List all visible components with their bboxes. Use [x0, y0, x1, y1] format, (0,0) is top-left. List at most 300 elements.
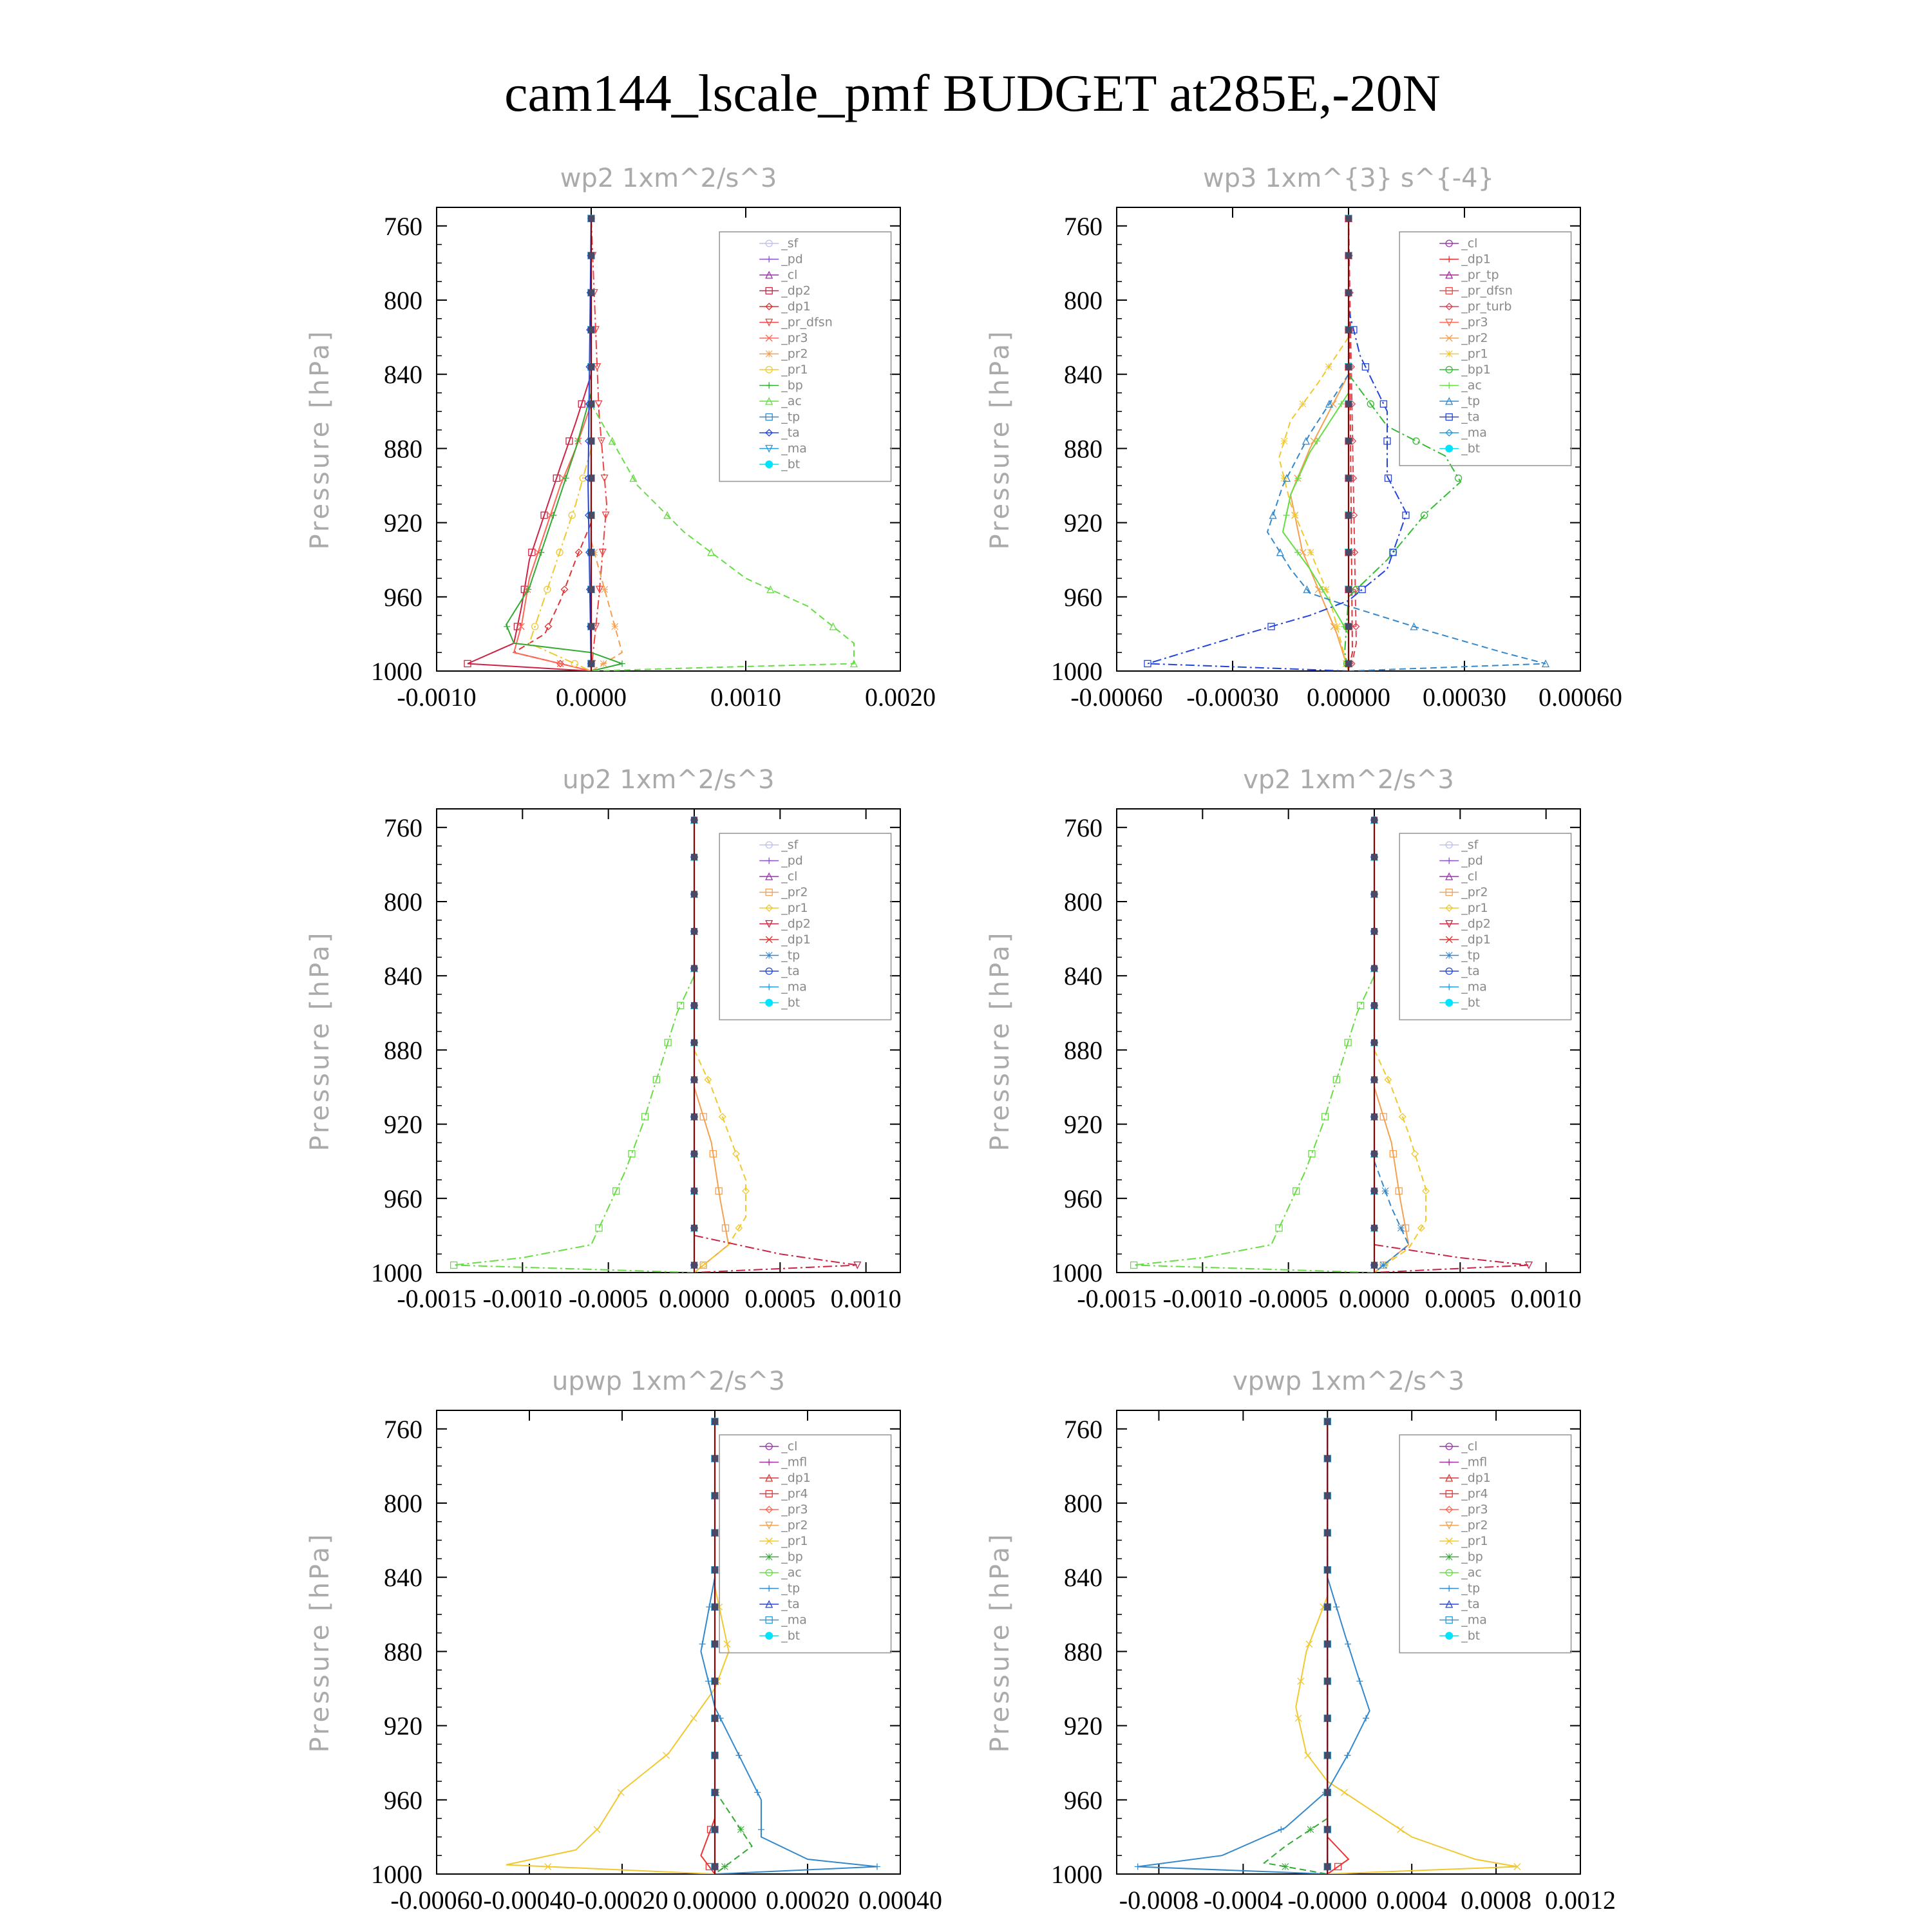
zero-marker	[712, 1715, 718, 1721]
legend-marker	[1446, 984, 1452, 990]
legend-label: _ma	[1461, 426, 1487, 440]
x-tick-label: -0.00040	[483, 1886, 576, 1915]
zero-marker	[712, 1418, 718, 1425]
legend-label: _mfl	[781, 1455, 808, 1470]
marker-tp	[1135, 1863, 1141, 1870]
legend-label: _tp	[781, 948, 800, 963]
x-tick-label: 0.00000	[673, 1886, 757, 1915]
legend-label: _cl	[781, 268, 798, 282]
legend-marker	[766, 1586, 772, 1592]
x-tick-label: -0.0015	[1077, 1284, 1157, 1313]
marker-ac	[1283, 512, 1289, 518]
zero-marker	[712, 1455, 718, 1462]
zero-marker	[1345, 623, 1352, 630]
series-line-tp	[1138, 1577, 1370, 1874]
legend-marker	[766, 984, 772, 990]
zero-marker	[1324, 1567, 1331, 1573]
marker-pr1	[594, 1826, 600, 1833]
legend-label: _pr2	[781, 346, 808, 361]
x-tick-label: -0.00030	[1186, 683, 1279, 712]
y-tick-label: 920	[384, 508, 422, 538]
zero-marker	[1345, 475, 1352, 481]
legend-marker	[1446, 351, 1452, 357]
series-line-pr1	[1374, 1050, 1426, 1273]
marker-bp	[737, 1826, 744, 1833]
legend-label: _mfl	[1461, 1455, 1488, 1470]
marker-ac	[1309, 1151, 1315, 1157]
marker-ac	[1295, 475, 1302, 481]
panel-4	[985, 765, 1582, 1313]
y-tick-label: 1000	[371, 1860, 422, 1889]
zero-marker	[588, 512, 594, 518]
x-tick-label: 0.0000	[556, 683, 627, 712]
legend-label: _tp	[1461, 1581, 1481, 1596]
zero-marker	[1371, 891, 1378, 897]
marker-pr1	[1307, 549, 1314, 556]
series-line-dp2	[1374, 1245, 1529, 1273]
marker-ac	[677, 1002, 684, 1009]
legend-label: _ta	[1461, 1597, 1480, 1611]
marker-tp	[1380, 1262, 1387, 1268]
x-tick-label: -0.0010	[397, 683, 477, 712]
legend-label: _pr3	[781, 1502, 808, 1517]
y-axis-label: Pressure [hPa]	[985, 1531, 1015, 1753]
zero-marker	[1371, 854, 1378, 860]
legend-label: _ta	[781, 1597, 800, 1611]
y-tick-label: 840	[384, 961, 422, 991]
zero-marker	[588, 660, 594, 667]
x-tick-label: -0.0010	[482, 1284, 562, 1313]
y-axis-label: Pressure [hPa]	[985, 930, 1015, 1151]
marker-pr1	[1341, 1789, 1347, 1795]
legend-label: _ma	[1461, 1613, 1487, 1627]
x-tick-label: 0.0010	[710, 683, 781, 712]
legend-label: _ac	[1461, 1566, 1482, 1580]
zero-marker	[691, 965, 697, 972]
legend-label: _pr4	[781, 1486, 808, 1501]
legend-label: _dp1	[781, 933, 811, 947]
y-tick-label: 920	[1064, 1711, 1103, 1741]
marker-bp	[504, 623, 510, 630]
legend-label: _cl	[781, 869, 798, 884]
zero-marker	[1324, 1715, 1331, 1721]
zero-marker	[1371, 817, 1378, 823]
legend-marker	[1446, 1586, 1452, 1592]
marker-pr1	[1397, 1826, 1404, 1833]
panel-title: vp2 1xm^2/s^3	[1243, 765, 1454, 795]
marker-bp	[1307, 1826, 1314, 1833]
panel-title: wp3 1xm^{3} s^{-4}	[1202, 164, 1495, 193]
zero-marker	[588, 364, 594, 370]
legend-label: _pr3	[1461, 315, 1488, 330]
legend-marker	[1446, 858, 1452, 864]
x-tick-label: 0.0000	[1339, 1284, 1410, 1313]
zero-marker	[1324, 1752, 1331, 1759]
zero-marker	[712, 1789, 718, 1795]
y-tick-label: 1000	[1051, 657, 1103, 686]
legend-label: _tp	[1461, 948, 1481, 963]
y-tick-label: 920	[1064, 508, 1103, 538]
zero-marker	[588, 549, 594, 556]
x-tick-label: -0.0005	[1249, 1284, 1329, 1313]
series-line-pr2	[591, 541, 622, 671]
marker-tp	[758, 1826, 764, 1833]
legend-label: _dp1	[781, 1471, 811, 1485]
zero-marker	[691, 1002, 697, 1009]
marker-tp	[735, 1752, 742, 1759]
panel-3	[305, 765, 902, 1313]
series-line-dp2	[694, 1235, 857, 1273]
marker-ta	[1144, 660, 1151, 667]
legend-marker	[765, 460, 773, 468]
x-tick-label: 0.00030	[1423, 683, 1506, 712]
x-tick-label: 0.0008	[1461, 1886, 1532, 1915]
legend-label: _bt	[1461, 1629, 1481, 1643]
legend-label: _pr2	[781, 1518, 808, 1533]
marker-pr1	[1412, 1151, 1418, 1157]
legend-marker	[766, 383, 772, 389]
y-tick-label: 800	[1064, 286, 1103, 315]
legend-label: _ta	[781, 964, 800, 978]
legend-label: _cl	[1461, 236, 1478, 251]
zero-marker	[712, 1567, 718, 1573]
y-tick-label: 920	[384, 1110, 422, 1139]
zero-marker	[1324, 1530, 1331, 1536]
marker-ac	[1338, 401, 1345, 407]
zero-marker	[588, 289, 594, 296]
marker-tp	[1397, 1225, 1404, 1231]
x-tick-label: 0.00040	[858, 1886, 942, 1915]
zero-marker	[691, 891, 697, 897]
legend-label: _pr_dfsn	[1461, 283, 1513, 298]
legend-marker	[1445, 1632, 1453, 1640]
panel-title: up2 1xm^2/s^3	[562, 765, 775, 795]
legend-label: _bp	[781, 378, 803, 393]
legend-marker	[765, 1632, 773, 1640]
marker-pr2	[601, 586, 608, 592]
zero-marker	[712, 1641, 718, 1647]
marker-tp	[1356, 1678, 1363, 1684]
y-tick-label: 1000	[1051, 1860, 1103, 1889]
zero-marker	[1324, 1492, 1331, 1499]
x-tick-label: 0.00060	[1539, 683, 1622, 712]
legend-label: _pr1	[1461, 1534, 1488, 1548]
zero-marker	[1345, 401, 1352, 407]
marker-bp1	[1413, 438, 1419, 444]
marker-pr1	[1305, 1752, 1311, 1759]
y-axis-label: Pressure [hPa]	[305, 328, 335, 550]
marker-ac	[1322, 1113, 1329, 1120]
marker-tp	[754, 1789, 761, 1795]
marker-pr1	[569, 512, 575, 518]
legend-label: _ta	[1461, 964, 1480, 978]
zero-marker	[712, 1678, 718, 1684]
x-tick-label: 0.0005	[1425, 1284, 1496, 1313]
zero-marker	[691, 817, 697, 823]
marker-tp	[1333, 1604, 1340, 1610]
legend-label: _ma	[1461, 980, 1487, 994]
zero-marker	[1371, 1113, 1378, 1120]
legend-label: _pr2	[1461, 331, 1488, 345]
legend-label: _dp2	[781, 283, 811, 298]
y-tick-label: 960	[384, 1785, 422, 1815]
marker-pr1	[733, 1151, 739, 1157]
x-tick-label: 0.0010	[830, 1284, 902, 1313]
marker-tp	[1278, 1826, 1284, 1833]
panel-title: upwp 1xm^2/s^3	[552, 1367, 785, 1396]
legend-label: _ta	[1461, 410, 1480, 424]
panel-title: wp2 1xm^2/s^3	[560, 164, 777, 193]
marker-ac	[629, 1151, 635, 1157]
legend-label: _bt	[781, 1629, 800, 1643]
zero-marker	[691, 928, 697, 934]
x-tick-label: 0.0010	[1510, 1284, 1582, 1313]
marker-pr1	[571, 660, 578, 667]
y-tick-label: 760	[384, 813, 422, 842]
marker-pr1	[1334, 623, 1340, 630]
y-tick-label: 800	[384, 286, 422, 315]
series-line-ac	[1134, 976, 1374, 1273]
zero-marker	[588, 438, 594, 444]
zero-marker	[1324, 1789, 1331, 1795]
y-tick-label: 760	[384, 211, 422, 241]
legend-label: _bt	[781, 457, 800, 471]
marker-bp	[563, 475, 569, 481]
legend-marker	[1446, 1459, 1452, 1466]
legend-label: _sf	[781, 236, 799, 251]
y-tick-label: 920	[1064, 1110, 1103, 1139]
y-axis-label: Pressure [hPa]	[305, 930, 335, 1151]
y-tick-label: 800	[1064, 887, 1103, 916]
x-tick-label: 0.00000	[1307, 683, 1390, 712]
x-tick-label: -0.00060	[1070, 683, 1163, 712]
legend-label: _bp	[781, 1549, 803, 1564]
zero-marker	[1324, 1826, 1331, 1833]
panel-title: vpwp 1xm^2/s^3	[1232, 1367, 1465, 1396]
plot-frame	[437, 1410, 900, 1874]
marker-tp	[1345, 1641, 1351, 1647]
legend-label: _bt	[781, 996, 800, 1010]
series-line-dp1	[514, 523, 591, 671]
legend-label: _pr_dfsn	[781, 315, 833, 330]
marker-bp	[1282, 1863, 1289, 1870]
y-tick-label: 760	[384, 1414, 422, 1444]
zero-marker	[1371, 928, 1378, 934]
y-tick-label: 800	[1064, 1489, 1103, 1518]
x-tick-label: -0.00060	[390, 1886, 483, 1915]
panels	[305, 164, 1622, 1915]
y-tick-label: 840	[384, 1563, 422, 1593]
zero-marker	[1324, 1678, 1331, 1684]
zero-marker	[1371, 1225, 1378, 1231]
zero-marker	[691, 1225, 697, 1231]
y-tick-label: 1000	[371, 657, 422, 686]
y-tick-label: 880	[1064, 1637, 1103, 1667]
marker-tp	[1344, 1752, 1350, 1759]
x-tick-label: -0.0005	[569, 1284, 649, 1313]
legend-marker	[766, 858, 772, 864]
legend-label: _ta	[781, 426, 800, 440]
y-tick-label: 960	[384, 582, 422, 612]
legend-label: _ma	[781, 441, 807, 456]
marker-tp	[705, 1678, 712, 1684]
zero-marker	[712, 1863, 718, 1870]
marker-tp	[1382, 1188, 1388, 1194]
x-tick-label: 0.0005	[744, 1284, 816, 1313]
marker-dp1	[545, 623, 551, 630]
marker-ta	[1380, 401, 1387, 407]
y-tick-label: 840	[1064, 1563, 1103, 1593]
zero-marker	[1324, 1863, 1331, 1870]
series-line-ac	[454, 976, 694, 1273]
plot-frame	[1117, 1410, 1580, 1874]
marker-dp1	[562, 586, 568, 592]
y-tick-label: 840	[384, 360, 422, 390]
legend-label: _pr1	[781, 363, 808, 377]
legend-label: _ac	[1461, 378, 1482, 393]
panel-5	[305, 1367, 942, 1915]
series-line-bp	[1264, 1819, 1327, 1874]
x-tick-label: -0.00020	[576, 1886, 668, 1915]
zero-marker	[1371, 1002, 1378, 1009]
zero-marker	[1345, 660, 1352, 667]
y-tick-label: 920	[384, 1711, 422, 1741]
legend-label: _dp2	[1461, 916, 1491, 931]
plot-frame	[437, 207, 900, 671]
legend-label: _pr3	[1461, 1502, 1488, 1517]
zero-marker	[588, 252, 594, 259]
series-line-ac	[591, 404, 854, 671]
legend-label: _pr2	[781, 885, 808, 900]
zero-marker	[1371, 965, 1378, 972]
marker-pr1	[663, 1752, 669, 1759]
legend-label: _dp1	[781, 299, 811, 314]
zero-marker	[1371, 1039, 1378, 1046]
legend-label: _cl	[1461, 869, 1478, 884]
zero-marker	[588, 215, 594, 222]
zero-marker	[712, 1530, 718, 1536]
zero-marker	[712, 1752, 718, 1759]
x-tick-label: 0.0020	[865, 683, 936, 712]
panel-2	[985, 164, 1622, 712]
marker-ac	[642, 1113, 649, 1120]
zero-marker	[1371, 1151, 1378, 1157]
legend-label: _bp	[1461, 1549, 1483, 1564]
marker-pr2	[612, 623, 618, 630]
legend-label: _tp	[1461, 394, 1481, 408]
legend-label: _dp2	[781, 916, 811, 931]
zero-marker	[1345, 215, 1352, 222]
legend-label: _pd	[781, 853, 803, 868]
legend-label: _bt	[1461, 441, 1481, 456]
legend-label: _ma	[781, 980, 807, 994]
y-tick-label: 760	[1064, 813, 1103, 842]
marker-pr1	[1325, 364, 1332, 370]
x-tick-label: 0.00020	[766, 1886, 849, 1915]
y-axis-label: Pressure [hPa]	[305, 1531, 335, 1753]
y-axis-label: Pressure [hPa]	[985, 328, 1015, 550]
zero-marker	[712, 1826, 718, 1833]
zero-marker	[691, 1076, 697, 1083]
x-tick-label: 0.0000	[659, 1284, 730, 1313]
zero-marker	[712, 1604, 718, 1610]
zero-marker	[1371, 1076, 1378, 1083]
figure-title: cam144_lscale_pmf BUDGET at285E,-20N	[504, 64, 1441, 122]
legend-label: _pr2	[1461, 1518, 1488, 1533]
legend-marker	[766, 1554, 772, 1560]
x-tick-label: -0.0010	[1162, 1284, 1242, 1313]
y-tick-label: 880	[384, 1637, 422, 1667]
marker-pr1	[1292, 512, 1298, 518]
zero-marker	[1345, 586, 1352, 592]
y-tick-label: 840	[1064, 360, 1103, 390]
y-tick-label: 880	[1064, 434, 1103, 464]
series-line-ac	[1283, 393, 1349, 671]
legend-label: _pr1	[1461, 346, 1488, 361]
legend-marker	[766, 1459, 772, 1466]
zero-marker	[691, 854, 697, 860]
zero-marker	[1345, 252, 1352, 259]
zero-marker	[1371, 1262, 1378, 1268]
legend-label: _bt	[1461, 996, 1481, 1010]
y-tick-label: 960	[1064, 1184, 1103, 1213]
marker-ac	[1358, 1002, 1364, 1009]
zero-marker	[1345, 364, 1352, 370]
series-line-pr_dfsn	[591, 218, 607, 671]
zero-marker	[1324, 1641, 1331, 1647]
zero-marker	[588, 475, 594, 481]
zero-marker	[1371, 1188, 1378, 1194]
y-tick-label: 960	[1064, 582, 1103, 612]
y-tick-label: 880	[384, 434, 422, 464]
legend-label: _pr4	[1461, 1486, 1488, 1501]
marker-pr2	[600, 660, 607, 667]
y-tick-label: 760	[1064, 1414, 1103, 1444]
marker-bp	[525, 586, 531, 592]
zero-marker	[1324, 1604, 1331, 1610]
x-tick-label: -0.0015	[397, 1284, 477, 1313]
marker-bp	[619, 660, 625, 667]
marker-pr1	[690, 1715, 697, 1721]
marker-pr1	[1281, 438, 1287, 444]
legend-marker	[1446, 1554, 1452, 1560]
legend-label: _pr1	[1461, 901, 1488, 915]
zero-marker	[1345, 438, 1352, 444]
y-tick-label: 880	[384, 1036, 422, 1065]
legend-label: _tp	[781, 1581, 800, 1596]
legend-marker	[1446, 256, 1452, 263]
y-tick-label: 1000	[1051, 1258, 1103, 1287]
zero-marker	[691, 1113, 697, 1120]
legend-marker	[1445, 445, 1453, 453]
legend-label: _sf	[781, 838, 799, 852]
marker-tp	[699, 1641, 706, 1647]
y-tick-label: 800	[384, 1489, 422, 1518]
x-tick-label: -0.0004	[1203, 1886, 1283, 1915]
marker-pr1	[1300, 401, 1306, 407]
legend-label: _ma	[781, 1613, 807, 1627]
y-tick-label: 760	[1064, 211, 1103, 241]
legend-label: _cl	[1461, 1439, 1478, 1454]
x-tick-label: 0.0004	[1376, 1886, 1448, 1915]
marker-ac	[1276, 1225, 1282, 1231]
legend-label: _sf	[1461, 838, 1479, 852]
legend-label: _ac	[781, 394, 802, 408]
legend-marker	[1445, 999, 1453, 1007]
marker-tp	[874, 1863, 880, 1870]
legend-marker	[765, 999, 773, 1007]
zero-marker	[1345, 327, 1352, 333]
